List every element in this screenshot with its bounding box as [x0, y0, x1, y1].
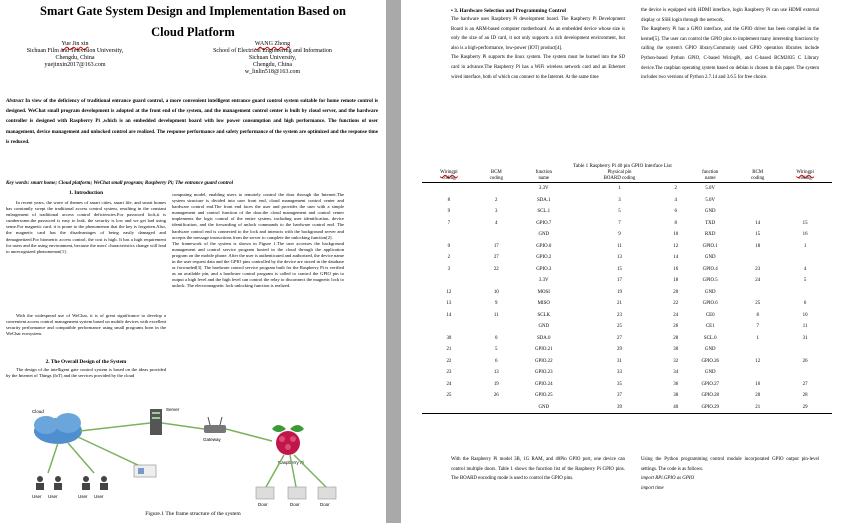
table-cell: 30	[673, 347, 679, 353]
table-cell	[778, 195, 832, 207]
table-cell: 21	[446, 347, 452, 353]
user-icon	[82, 476, 90, 490]
table-cell: 29	[802, 404, 808, 410]
table-header-row	[422, 170, 832, 183]
table-header-line-1: Wiringpi	[440, 170, 458, 175]
table-cell: 28	[673, 335, 679, 341]
table-cell: 19	[493, 381, 499, 387]
table-cell: 14	[755, 220, 761, 226]
table-cell: SCLK	[537, 312, 550, 318]
table-cell: 28	[802, 393, 808, 399]
table-cell: 17	[617, 278, 622, 284]
table-cell: 2	[447, 255, 451, 261]
table-cell: 13	[446, 301, 452, 307]
table-cell: GND	[538, 404, 550, 410]
table-cell: GPIO.28	[701, 393, 719, 399]
section-3-heading: • 3. Hardware Selection and Programming Control	[451, 8, 567, 14]
paper-title-line2: Cloud Platform	[151, 25, 235, 39]
user-label: User	[78, 494, 88, 499]
gateway-label: Gateway	[203, 437, 221, 442]
table-header-line-2: BOARD coding	[603, 176, 636, 181]
user-label: User	[94, 494, 104, 499]
table-cell: 9	[618, 232, 621, 238]
table-cell	[778, 206, 832, 218]
table-cell: 24	[755, 278, 761, 284]
table-cell: 25	[446, 393, 452, 399]
table-cell	[422, 229, 476, 241]
table-header-line-1: BCM	[490, 170, 502, 175]
table-cell: RXD	[705, 232, 716, 238]
author-city: Chengdu, China	[55, 55, 95, 61]
table-header-line-1: function	[535, 170, 552, 175]
section-1-heading: 1. Introduction	[68, 190, 104, 196]
table-cell: GPIO.25	[534, 393, 553, 399]
table-cell: 27	[617, 335, 622, 341]
table-cell: 21	[617, 301, 622, 307]
user-label: User	[48, 494, 58, 499]
table-header-line-2: coding	[751, 176, 765, 181]
table-cell: 3.3V	[538, 278, 549, 284]
section-2-heading: 2. The Overall Design of the System	[45, 359, 127, 365]
table-cell: 7	[618, 220, 621, 226]
table-header-line-2: coding	[798, 176, 812, 181]
table-row	[422, 321, 832, 333]
gateway-icon	[204, 417, 226, 433]
table-cell	[737, 367, 778, 379]
table-header-line-2: name	[704, 176, 716, 181]
table-cell: GND	[704, 255, 716, 261]
table-row	[422, 241, 832, 253]
table-cell: 8	[756, 312, 759, 318]
table-row	[422, 287, 832, 299]
door-label: Door	[258, 502, 268, 507]
table-cell: GPIO.7	[536, 220, 552, 226]
table-cell: SCL.1	[537, 209, 551, 215]
table-cell: 6	[803, 301, 807, 307]
table-cell: 31	[802, 335, 808, 341]
table-cell: 15	[617, 266, 622, 272]
table-cell: 22	[446, 358, 452, 364]
table-cell: 3	[618, 197, 621, 203]
table-cell: 21	[755, 404, 761, 410]
table-cell: GPIO.6	[702, 301, 718, 307]
table-cell: 13	[617, 255, 622, 261]
author-2	[185, 41, 360, 76]
table-cell: 10	[673, 232, 679, 238]
table-cell: 11	[493, 312, 499, 318]
keywords-text: smart home; Cloud platform; WeChat small program; Raspberry Pi; The entrance guard control	[30, 180, 234, 186]
table-row	[422, 344, 832, 356]
table-cell	[778, 287, 832, 299]
section-2-paragraph-1: The design of the intelligent gate control system is based on the ideas provided by the Internet of Things (IoT) and the services provided by the cloud	[6, 367, 166, 379]
table-cell: 0	[495, 335, 498, 341]
table-cell: 14	[446, 312, 452, 318]
table-header-cell	[517, 170, 571, 183]
table-cell: 25	[755, 301, 761, 307]
section-1-paragraph-2: With the widespread use of WeChat, it is of great significance to develop a convenient access control management system based on mobile devices with excellent security performance and compatible performance using small programs born in the WeChat ecosystem.	[6, 313, 166, 337]
table-row	[422, 333, 832, 345]
table-header-line-2: coding	[442, 176, 456, 181]
table-cell: 7	[756, 324, 759, 330]
table-cell	[476, 321, 517, 333]
table-cell	[778, 344, 832, 356]
table-cell: GPIO.27	[701, 381, 719, 387]
table-cell: CE0	[705, 312, 715, 318]
table-caption: Table 1 Raspberry Pi 40 pin GPIO Interface List	[573, 163, 672, 169]
table-cell: 15	[802, 220, 808, 226]
column-2-text: computing model, enabling users to remotely control the door through the Internet.The system structure is divided into user front end, cloud management control center and hardware control end.The front end faces the user and provides the user with a simple management and control function of the door.the cloud management and control center implements the logic control of the entire system, including user identification, device identification, and the forwarding of unlock commands to the hardware control end. The hardware control end is connected to the lock and interacts with the background server and accepts the message instructions from the server to complete the unlocking function[2]. The framework of the system is shown in Figure 1.The user accesses the background management and control service program hosted in the cloud through the application program on the mobile phone. After the user is authenticated and authorized, the device name in the user request data and the GPIO pins controlled by the device are stored in the database or forwarded[3]. The hardware control service program built for the Raspberry Pi is verified as an available pin, and a hardware control program is called to control the GPIO pin to output a high level and the high level can control the relay to disconnect the magnetic lock to unlock. The electromagnetic lock unlocking function is realized.	[172, 192, 344, 289]
door-icon	[288, 487, 306, 499]
table-header-cell	[571, 170, 668, 183]
table-row	[422, 390, 832, 402]
table-cell	[737, 183, 778, 195]
bottom-right-text: Using the Python programming control module incorporated GPIO output pin-level settings. The code is as follows.	[641, 457, 819, 472]
author-name: WANG Zhong	[254, 41, 291, 47]
user-icon	[54, 476, 62, 490]
door-icon	[318, 487, 336, 499]
table-cell: GPIO.2	[536, 255, 552, 261]
table-cell: GPIO.3	[536, 266, 552, 272]
table-cell: 13	[493, 370, 499, 376]
abstract-label: Abstract	[6, 98, 24, 104]
table-cell: 19	[617, 289, 622, 295]
table-cell	[476, 402, 517, 414]
section-1-paragraph-1: In recent years, the wave of themes of smart cities, smart life, and smart homes has constantly swept the traditional access control system, resulting in the constant enlargement of traditional access control deficiencies.For password lock,it is cumbersome,the password is easy to leak, the security is low and we get bad using sense.For magnetic card, it is prone to the phenomenon that the key is forgotten.Also, the magnetic card has the disadvantages of being easily damaged and demagnetized.For biometric access control, the cost is high. It has a high requirement for users and the using environment, because the users' characteristics change will lead to unrecognized phenomenon[1].	[6, 200, 166, 254]
table-cell	[422, 275, 476, 287]
table-cell: 22	[673, 301, 679, 307]
table-row	[422, 264, 832, 276]
table-cell: GPIO.1	[702, 243, 718, 249]
table-cell: 30	[446, 335, 452, 341]
table-cell: 38	[673, 393, 679, 399]
cloud-icon	[34, 413, 82, 444]
author-affiliation-2: Sichuan University,	[248, 55, 297, 61]
table-cell: 4	[495, 220, 498, 226]
table-cell: 16	[802, 232, 808, 238]
table-cell	[778, 252, 832, 264]
table-cell: 10	[802, 312, 808, 318]
table-cell: GPIO.29	[701, 404, 719, 410]
table-header-cell	[476, 170, 517, 183]
user-icon	[100, 476, 108, 490]
table-cell: 26	[802, 358, 808, 364]
table-header-line-1: Physical pin	[607, 170, 632, 175]
raspberry-pi-icon	[272, 425, 304, 455]
lock-module-icon	[134, 465, 156, 477]
table-cell: 6	[674, 209, 677, 215]
table-cell: 4	[803, 266, 807, 272]
table-header-cell	[737, 170, 778, 183]
table-cell: 11	[617, 243, 622, 249]
table-cell: 18	[673, 278, 679, 284]
table-cell: 1	[803, 243, 807, 249]
server-icon	[150, 409, 162, 435]
table-cell: 12	[755, 358, 761, 364]
table-cell: 23	[755, 266, 761, 272]
table-cell: GPIO.0	[536, 243, 552, 249]
table-cell: 15	[755, 232, 761, 238]
table-cell: 36	[673, 381, 679, 387]
author-1	[10, 41, 140, 69]
author-city: Chengdu, China	[253, 62, 292, 68]
table-cell: SDA.0	[537, 335, 551, 341]
table-cell: 5.0V	[705, 197, 716, 203]
table-cell	[737, 206, 778, 218]
section-3-heading-text: 3. Hardware Selection and Programming Control	[454, 8, 567, 14]
server-label: Server	[166, 407, 180, 412]
table-row	[422, 183, 832, 195]
keywords-label: Key words:	[6, 180, 30, 186]
table-cell: 20	[755, 393, 761, 399]
right-column-2-text: the device is equipped with HDMI interface, login Raspberry Pi can use HDMI external display or SSH login through the network. The Raspberry Pi has a GPIO interface, and the GPIO driver has been compiled in the kernel[5]. The user can control the GPIO pins to implement many interesting functions by calling the system's GPIO library.Commonly used GPIO operation libraries include Python-based Python GPIO, C-based WiringPi, and C-based BCM2835 C Library device.The raspbian operating system based on debian is chosen in this paper. The system includes two versions of Python 2.7.14 and 3.6.5 for free choice.	[641, 8, 819, 81]
table-row	[422, 356, 832, 368]
table-cell: 11	[802, 324, 808, 330]
table-cell: 10	[493, 289, 499, 295]
table-cell	[476, 229, 517, 241]
table-cell	[476, 183, 517, 195]
cloud-label: Cloud	[32, 409, 44, 414]
table-cell	[422, 402, 476, 414]
table-cell: 2	[674, 186, 677, 192]
table-cell: GPIO.21	[534, 347, 553, 353]
table-header-line-1: function	[702, 170, 719, 175]
table-row	[422, 298, 832, 310]
table-cell: 24	[446, 381, 452, 387]
table-cell: 3	[495, 209, 498, 215]
table-body	[422, 183, 832, 414]
figure-caption: Figure.1 The frame structure of the system	[145, 511, 241, 517]
table-cell: 7	[447, 220, 451, 226]
table-cell: 34	[673, 370, 679, 376]
table-cell: GPIO.26	[701, 358, 719, 364]
table-cell: 9	[447, 209, 451, 215]
table-row	[422, 252, 832, 264]
table-cell: 24	[673, 312, 679, 318]
table-row	[422, 229, 832, 241]
system-frame-figure	[28, 403, 358, 508]
right-column-1-text: The hardware uses Raspberry Pi development board. The Raspberry Pi Development Board is an ARM-based computer motherboard. As an embedded device whose size is only the size of an ID card, it not only supports a rich development environment, but also is a high-performance, low-power (IOT) product[4]. The Raspberry Pi supports the linux system. The system must be burned into the SD card in advance.The Raspberry Pi has a WiFi wireless network card and an Ethernet wired interface, both of which can connect to the Internet. At the same time	[451, 17, 625, 80]
table-cell: 9	[495, 301, 498, 307]
table-cell: 0	[447, 243, 451, 249]
table-row	[422, 310, 832, 322]
table-row	[422, 367, 832, 379]
door-label: Door	[320, 502, 330, 507]
table-header-line-2: name	[538, 176, 550, 181]
table-cell: 1	[756, 335, 759, 341]
table-cell	[778, 183, 832, 195]
table-cell: 26	[673, 324, 679, 330]
table-cell	[737, 252, 778, 264]
table-row	[422, 218, 832, 230]
table-cell: 16	[673, 266, 679, 272]
table-cell: 4	[674, 197, 677, 203]
table-cell: 35	[617, 381, 622, 387]
door-label: Door	[290, 502, 300, 507]
table-cell: 37	[617, 393, 622, 399]
table-cell: 1	[618, 186, 621, 192]
table-cell: 22	[493, 266, 499, 272]
table-cell: 2	[495, 197, 498, 203]
table-cell: GPIO.23	[534, 370, 553, 376]
table-cell	[422, 183, 476, 195]
author-email: w_linlin518@163.com	[244, 69, 301, 75]
code-line: import time	[641, 485, 664, 491]
table-row	[422, 379, 832, 391]
table-cell: 5	[803, 278, 807, 284]
table-cell: 23	[446, 370, 452, 376]
table-cell	[737, 195, 778, 207]
table-cell: 5.0V	[705, 186, 716, 192]
table-cell: GPIO.24	[534, 381, 553, 387]
table-cell: GND	[704, 209, 716, 215]
user-icon	[36, 476, 44, 490]
table-cell: GPIO.4	[702, 266, 718, 272]
abstract	[6, 96, 378, 178]
table-header-line-2: coding	[489, 176, 503, 181]
table-cell: 5	[618, 209, 621, 215]
table-cell: 23	[617, 312, 622, 318]
door-icon	[256, 487, 274, 499]
table-header-cell	[778, 170, 832, 183]
table-cell: GND	[538, 324, 550, 330]
table-cell: 32	[673, 358, 679, 364]
table-cell: TXD	[705, 220, 716, 226]
table-cell: GPIO.5	[702, 278, 718, 284]
table-cell: 20	[673, 289, 679, 295]
paper-title-line1: Smart Gate System Design and Implementation Based on	[40, 4, 346, 18]
table-cell	[778, 367, 832, 379]
table-cell: 33	[617, 370, 622, 376]
table-cell: 14	[673, 255, 679, 261]
table-cell: 3	[447, 266, 451, 272]
author-affiliation: Sichuan Film and Television University,	[26, 48, 124, 54]
table-cell: 12	[673, 243, 679, 249]
table-cell: 31	[617, 358, 622, 364]
table-header-line-1: BCM	[752, 170, 764, 175]
table-cell	[737, 287, 778, 299]
bottom-left-text: With the Raspberry Pi model 3B, 1G RAM, and 40Pin GPIO port, one device can control multiple doors. Table 1 shows the function list of the Raspberry Pi GPIO pins. The BOARD encoding mode is used to control the GPIO pins.	[451, 457, 625, 482]
table-cell: 25	[617, 324, 622, 330]
table-cell	[476, 275, 517, 287]
author-email: yuejinxin2017@163.com	[44, 62, 106, 68]
table-cell: MISO	[537, 301, 550, 307]
table-cell: 27	[802, 381, 808, 387]
table-cell: MOSI	[537, 289, 550, 295]
table-row	[422, 402, 832, 414]
abstract-text: In view of the deficiency of traditional entrance guard control, a more convenient intelligent entrance guard control system suitable for home remote control is designed. WeChat small program development is adopted at the front end of the system, and the management control center is built by cloud server, and the hardware controller is designed with Raspberry Pi ,which is an embedded development board with low power consumption and high performance. The functions of user management, device management and unlocked control are realized. The response performance and safety performance of the system are optimized and the response time is reduced.	[6, 98, 378, 145]
table-cell: GND	[704, 289, 716, 295]
keywords	[6, 180, 233, 186]
table-cell: SCL.0	[703, 335, 717, 341]
table-cell: CE1	[705, 324, 715, 330]
table-cell: 29	[617, 347, 622, 353]
left-page	[0, 0, 386, 523]
table-cell: 16	[755, 381, 761, 387]
table-row	[422, 275, 832, 287]
table-cell: 26	[493, 393, 499, 399]
table-header-line-1: Wiringpi	[796, 170, 814, 175]
table-cell: 5	[495, 347, 498, 353]
table-row	[422, 195, 832, 207]
table-cell: 18	[755, 243, 761, 249]
table-cell: GPIO.22	[534, 358, 553, 364]
table-cell: GND	[538, 232, 550, 238]
table-cell: 8	[447, 197, 451, 203]
table-cell: GND	[704, 347, 716, 353]
right-page	[401, 0, 844, 523]
table-cell	[422, 321, 476, 333]
table-cell: 8	[674, 220, 677, 226]
raspberry-pi-label: Raspberry Pi	[278, 460, 305, 465]
code-line: import RPi.GPIO as GPIO	[641, 476, 694, 481]
table-cell: SDA.1	[537, 197, 551, 203]
table-cell: 6	[495, 358, 498, 364]
table-header-cell	[422, 170, 476, 183]
user-label: User	[32, 494, 42, 499]
table-cell: GND	[704, 370, 716, 376]
gpio-table	[422, 170, 832, 414]
table-row	[422, 206, 832, 218]
table-header-cell	[683, 170, 737, 183]
table-cell: 39	[617, 404, 622, 410]
code-block	[641, 474, 694, 493]
table-cell: 17	[493, 243, 499, 249]
table-cell: 3.3V	[538, 186, 549, 192]
author-affiliation: School of Electrical Engineering and Information	[213, 48, 332, 54]
table-header-cell	[668, 170, 683, 183]
table-cell	[737, 344, 778, 356]
table-cell: 12	[446, 289, 452, 295]
table-cell: 27	[493, 255, 499, 261]
table-cell: 40	[673, 404, 679, 410]
author-name: Yue Jin xin	[61, 41, 89, 47]
